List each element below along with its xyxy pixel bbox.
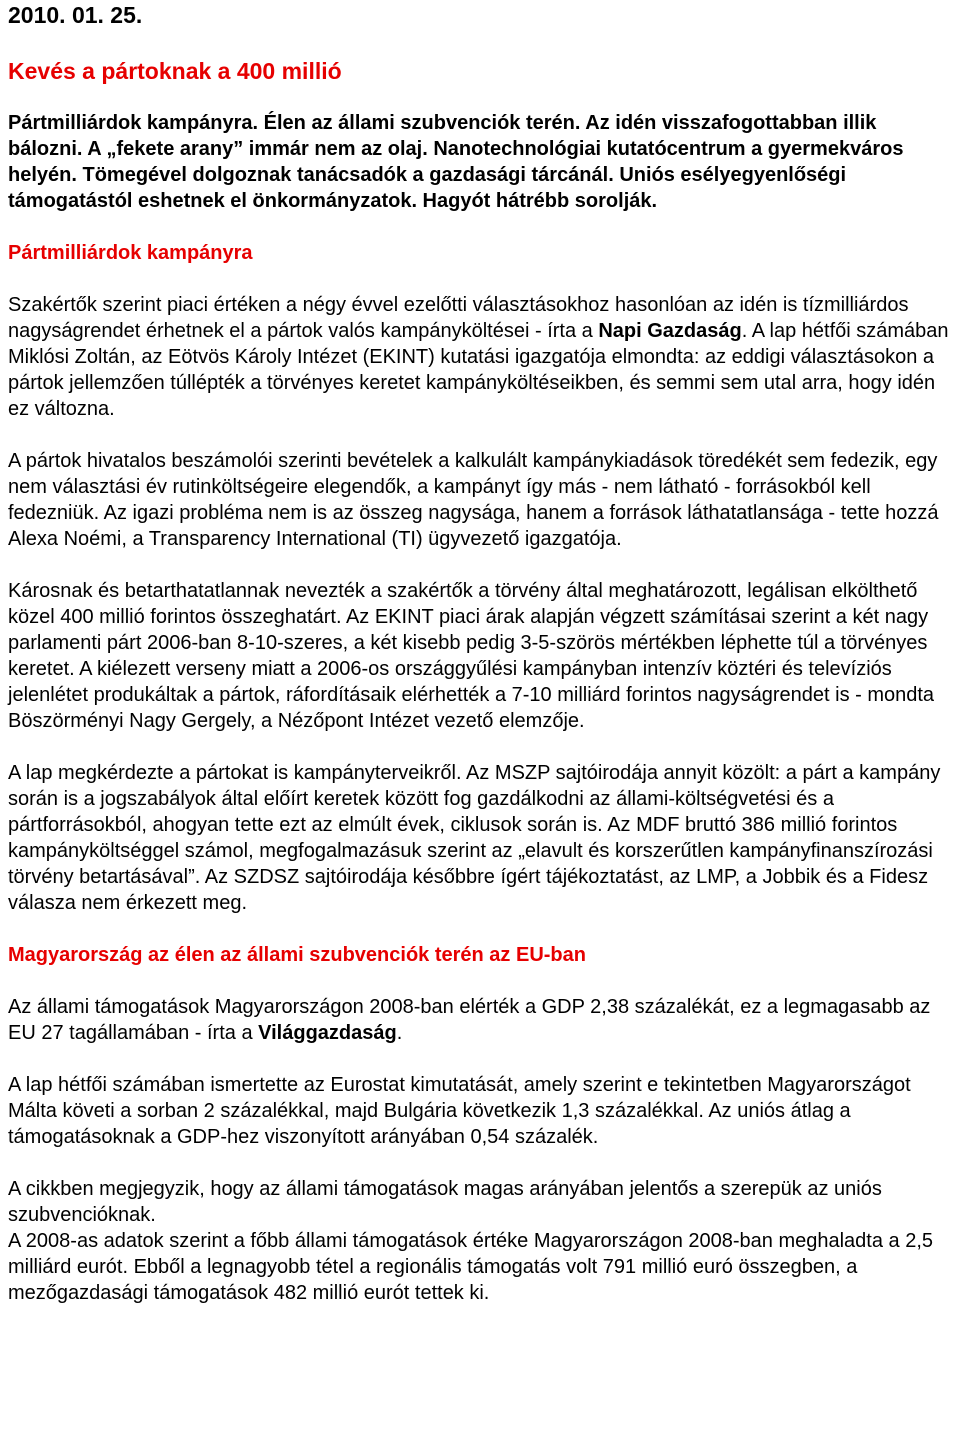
section-title-state-subsidies: Magyarország az élen az állami szubvenciók terén az EU-ban: [8, 944, 586, 966]
lead-summary: Pártmilliárdok kampányra. Élen az állami szubvenciók terén. Az idén visszafogottabban illik bálozni. A „fekete arany” immár nem az olaj. Nanotechnológiai kutatócentrum a gyermekváros helyén. Tömegével dolgoznak tanácsadók a gazdasági tárcánál. Uniós esélyegyenlőségi támogatástól eshetnek el önkormányzatok. Hagyót hátrébb sorolják.: [8, 112, 904, 212]
paragraph-text: . A lap hétfői számában Miklósi Zoltán, az Eötvös Károly Intézet (EKINT) kutatási igazgatója elmondta: az eddigi választásokon a pártok jellemzően túllépték a törvényes keretet kampányköltéseikben, és semmi sem utal arra, hogy idén ez változna.: [8, 320, 949, 420]
spacer: [8, 422, 952, 448]
source-name: Világgazdaság: [258, 1022, 397, 1044]
article-paragraph: A pártok hivatalos beszámolói szerinti bevételek a kalkulált kampánykiadások töredékét sem fedezik, egy nem választási év rutinköltségeire elegendők, a kampányt így más - nem látható - forrásokból kell fedezniük. Az igazi probléma nem is az összeg nagysága, hanem a források láthatatlansága - tette hozzá Alexa Noémi, a Transparency International (TI) ügyvezető igazgatója.: [8, 450, 939, 550]
main-title: Kevés a pártoknak a 400 millió: [8, 58, 342, 84]
article-paragraph: [8, 994, 952, 1046]
spacer: [8, 968, 952, 994]
article-paragraph: A 2008-as adatok szerint a főbb állami támogatások értéke Magyarországon 2008-ban meghaladta a 2,5 milliárd eurót. Ebből a legnagyobb tétel a regionális támogatás volt 791 millió euró összegben, a mezőgazdasági támogatások 482 millió eurót tettek ki.: [8, 1230, 934, 1304]
paragraph-text: .: [396, 1022, 403, 1044]
article-paragraph: A lap megkérdezte a pártokat is kampányterveikről. Az MSZP sajtóirodája annyit közölt: a párt a kampány során is a jogszabályok által előírt keretek között fog gazdálkodni az állami-költségvetési és a pártforrásokból, ahogyan tette ezt az elmúlt évek, ciklusok során is. Az MDF bruttó 386 millió forintos kampányköltséggel számol, megfogalmazásuk szerint az „elavult és korszerűtlen kampányfinanszírozási törvény betartásával”. Az SZDSZ sajtóirodája későbbre ígért tájékoztatást, az LMP, a Jobbik és a Fidesz válasza nem érkezett meg.: [8, 762, 941, 914]
section-title-party-billions: Pártmilliárdok kampányra: [8, 242, 253, 264]
spacer: [8, 1150, 952, 1176]
spacer: [8, 552, 952, 578]
article-paragraph: A lap hétfői számában ismertette az Eurostat kimutatását, amely szerint e tekintetben Magyarországot Málta követi a sorban 2 százalékkal, majd Bulgária következik 1,3 százalékkal. Az uniós átlag a támogatásoknak a GDP-hez viszonyított arányában 0,54 százalék.: [8, 1074, 911, 1148]
article-paragraph: Károsnak és betarthatatlannak nevezték a szakértők a törvény által meghatározott, legálisan elkölthető közel 400 millió forintos összeghatárt. Az EKINT piaci árak alapján végzett számításai szerint a két nagy parlamenti párt 2006-ban 8-10-szeres, a két kisebb pedig 3-5-szörös mértékben léphette túl a törvényes keretet. A kiélezett verseny miatt a 2006-os országgyűlési kampányban intenzív köztéri és televíziós jelenlétet produkáltak a pártok, ráfordításaik elérhették a 7-10 milliárd forintos nagyságrendet is - mondta Böszörményi Nagy Gergely, a Nézőpont Intézet vezető elemzője.: [8, 580, 935, 732]
spacer: [8, 266, 952, 292]
paragraph-text: Szakértők szerint piaci értéken a négy évvel ezelőtti választásokhoz hasonlóan az idén is tízmilliárdos nagyságrendet érhetnek el a pártok valós kampányköltései - írta a: [8, 294, 909, 342]
article-paragraph: [8, 292, 952, 422]
date-heading: 2010. 01. 25.: [8, 2, 143, 28]
paragraph-text: Az állami támogatások Magyarországon 2008-ban elérték a GDP 2,38 százalékát, ez a legmagasabb az EU 27 tagállamában - írta a: [8, 996, 931, 1044]
spacer: [8, 1046, 952, 1072]
article-paragraph: A cikkben megjegyzik, hogy az állami támogatások magas arányában jelentős a szerepük az uniós szubvencióknak.: [8, 1178, 882, 1226]
spacer: [8, 734, 952, 760]
source-name: Napi Gazdaság: [598, 320, 742, 342]
spacer: [8, 916, 952, 942]
spacer: [8, 214, 952, 240]
